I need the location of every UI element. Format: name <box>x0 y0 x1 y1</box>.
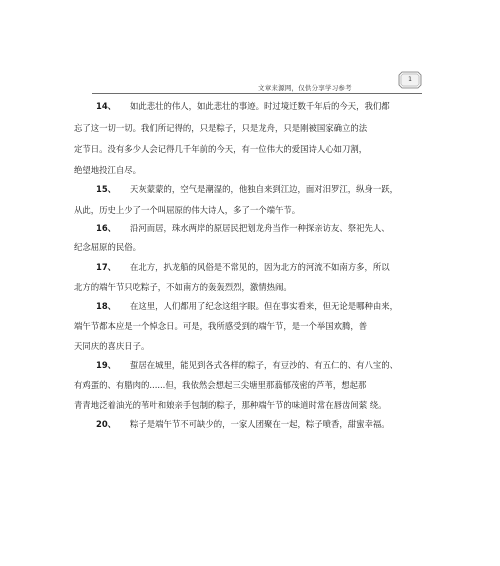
item-19-line-2: 有鸡蛋的、有腊肉的......但，我依然会想起三尖塘里那蓊郁茂密的芦苇，想起那 <box>74 380 367 390</box>
item-14-line-4: 绝望地投江自尽。 <box>74 165 141 175</box>
page-number: 1 <box>408 76 412 83</box>
item-14-line-2: 忘了这一切一切。我们所记得的，只是粽子，只是龙舟，只是刚被国家确立的法 <box>74 123 368 133</box>
item-17-line-2: 北方的端午节只吃粽子，不如南方的轰轰烈烈，激情热闹。 <box>74 282 292 292</box>
item-text: 沿河而居，珠水两岸的原居民把划龙舟当作一种探亲访友、祭祀先人、 <box>130 223 390 233</box>
item-15-line-2: 从此，历史上少了一个叫屈原的伟大诗人，多了一个端午节。 <box>74 205 301 215</box>
item-19-line-1 <box>96 359 398 371</box>
item-19-line-3: 青青地泛着油光的苇叶和娘亲手包制的粽子，那种端午节的味道时常在唇齿间萦 绕。 <box>74 400 387 410</box>
item-18-line-2: 端午节都本应是一个悼念日。可是，我所感受到的端午节，是一个举国欢腾，普 <box>74 321 368 331</box>
item-number: 18、 <box>96 301 117 311</box>
item-14-line-1 <box>96 100 390 112</box>
item-14-line-3: 定节日。没有多少人会记得几千年前的今天，有一位伟大的爱国诗人心如刀割， <box>74 144 368 154</box>
item-text: 如此悲壮的伟人，如此悲壮的事迹。时过境迁数千年后的今天，我们都 <box>130 101 390 111</box>
item-text: 在这里，人们都用了纪念这组字眼。但在事实看来，但无论是哪种由来， <box>130 301 398 311</box>
item-number: 17、 <box>96 262 117 272</box>
item-number: 19、 <box>96 360 117 370</box>
item-17-line-1 <box>96 261 390 273</box>
item-text: 天灰蒙蒙的，空气是潮湿的，他独自来到江边，面对汨罗江，纵身一跃， <box>130 184 398 194</box>
item-text: 蜇居在城里，能见到各式各样的粽子，有豆沙的、有五仁的、有八宝的、 <box>130 360 398 370</box>
item-text: 在北方，扒龙船的风俗是不常见的，因为北方的河流不如南方多，所以 <box>130 262 390 272</box>
header-rule <box>92 93 422 94</box>
item-number: 16、 <box>96 223 117 233</box>
item-15-line-1 <box>96 183 398 195</box>
item-20-line-1 <box>96 418 390 430</box>
item-number: 15、 <box>96 184 117 194</box>
item-16-line-1 <box>96 222 390 234</box>
item-text: 粽子是端午节不可缺少的，一家人团聚在一起，粽子喷香，甜蜜幸福。 <box>130 419 390 429</box>
header-note: 文章来源网，仅供分享学习参考 <box>258 84 352 92</box>
item-number: 14、 <box>96 101 117 111</box>
item-16-line-2: 纪念屈原的民俗。 <box>74 242 141 252</box>
item-number: 20、 <box>96 419 117 429</box>
item-18-line-1 <box>96 300 398 312</box>
item-18-line-3: 天同庆的喜庆日子。 <box>74 341 150 351</box>
page-number-badge <box>398 71 422 89</box>
